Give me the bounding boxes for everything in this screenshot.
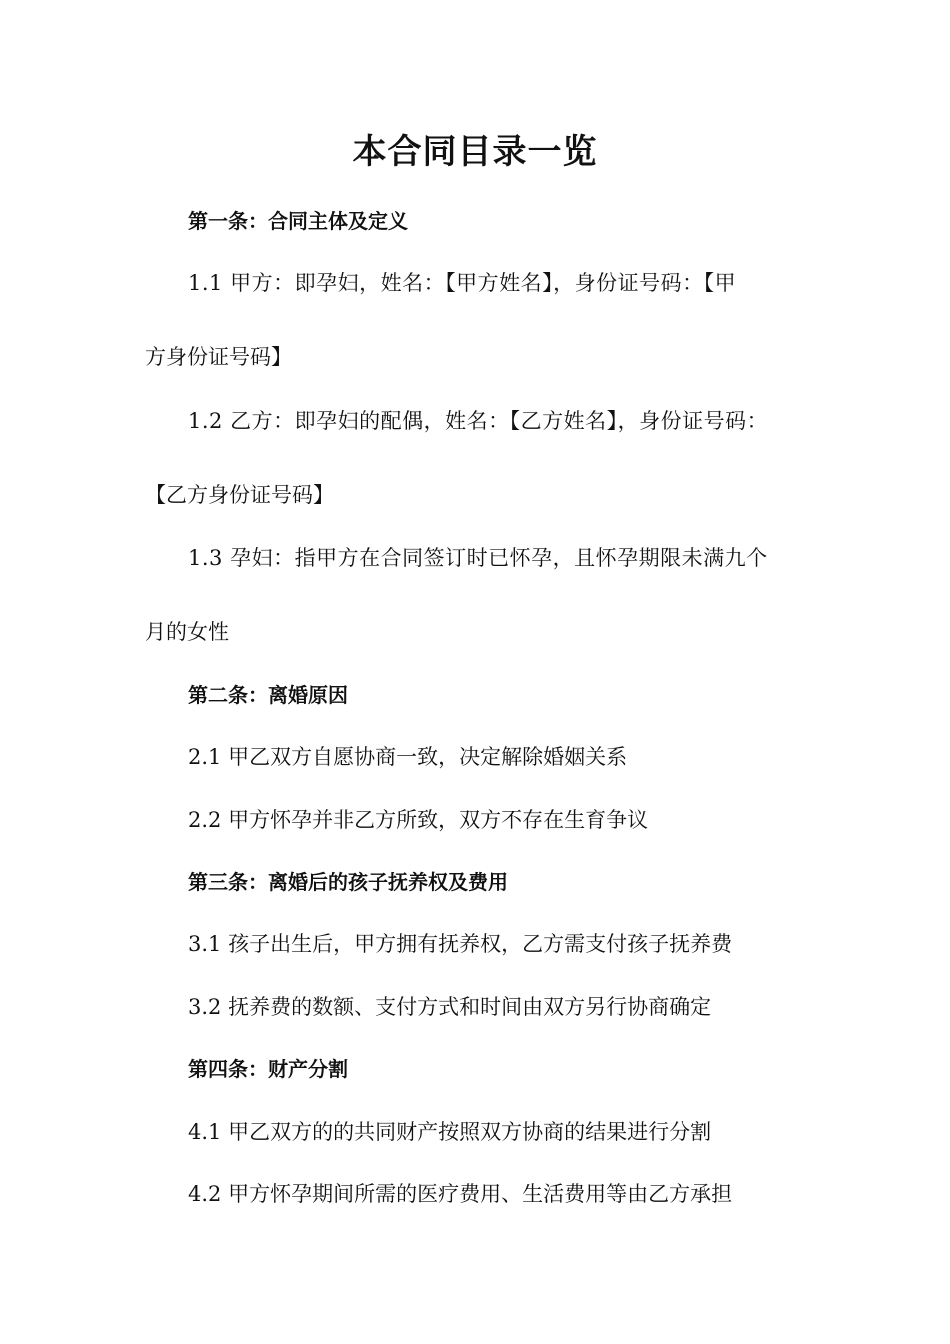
section-heading: 第二条：离婚原因 — [188, 683, 348, 707]
clause-line: 4.2 甲方怀孕期间所需的医疗费用、生活费用等由乙方承担 — [188, 1182, 733, 1206]
clause-line-continued: 月的女性 — [145, 620, 229, 644]
clause-line: 1.3 孕妇：指甲方在合同签订时已怀孕，且怀孕期限未满九个 — [188, 546, 768, 570]
clause-line: 2.1 甲乙双方自愿协商一致，决定解除婚姻关系 — [188, 745, 628, 769]
section-heading: 第三条：离婚后的孩子抚养权及费用 — [188, 870, 508, 894]
clause-line: 3.1 孩子出生后，甲方拥有抚养权，乙方需支付孩子抚养费 — [188, 932, 733, 956]
clause-line: 1.2 乙方：即孕妇的配偶，姓名：【乙方姓名】，身份证号码： — [188, 409, 769, 433]
clause-line-continued: 【乙方身份证号码】 — [145, 483, 334, 507]
clause-line: 1.1 甲方：即孕妇，姓名：【甲方姓名】，身份证号码：【甲 — [188, 271, 737, 295]
document-title: 本合同目录一览 — [352, 132, 598, 172]
clause-line: 3.2 抚养费的数额、支付方式和时间由双方另行协商确定 — [188, 995, 712, 1019]
clause-line-continued: 方身份证号码】 — [145, 345, 292, 369]
section-heading: 第一条：合同主体及定义 — [188, 209, 408, 233]
clause-line: 2.2 甲方怀孕并非乙方所致，双方不存在生育争议 — [188, 808, 649, 832]
section-heading: 第四条：财产分割 — [188, 1057, 348, 1081]
clause-line: 4.1 甲乙双方的的共同财产按照双方协商的结果进行分割 — [188, 1120, 712, 1144]
